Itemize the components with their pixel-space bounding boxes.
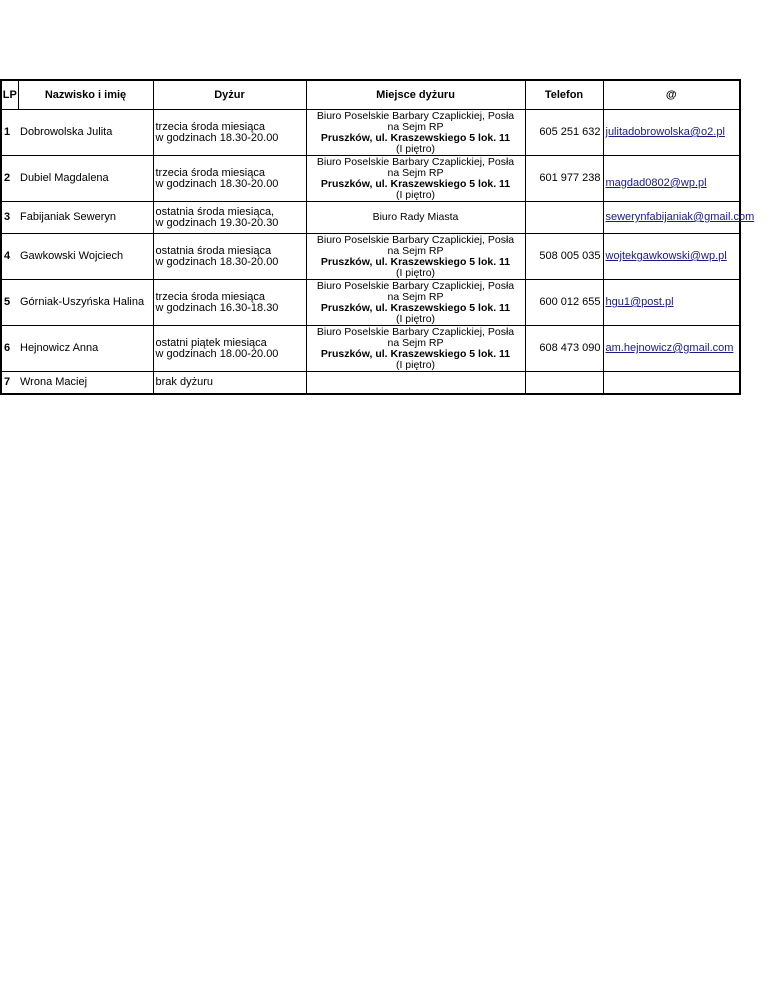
row-name: Wrona Maciej (18, 372, 153, 394)
place-line: na Sejm RP (387, 290, 444, 303)
row-phone: 600 012 655 (525, 280, 603, 326)
row-name: Górniak-Uszyńska Halina (18, 280, 153, 326)
row-duty (153, 202, 306, 234)
row-email (603, 280, 740, 326)
duty-line: trzecia środa miesiąca (155, 290, 265, 303)
place-address: Pruszków, ul. Kraszewskiego 5 lok. 11 (320, 301, 511, 314)
row-duty (153, 280, 306, 326)
row-number: 5 (1, 280, 18, 326)
table-row (1, 234, 740, 280)
header-email: @ (603, 80, 740, 110)
row-phone: 605 251 632 (525, 110, 603, 156)
row-duty (153, 234, 306, 280)
table-row (1, 202, 740, 234)
table-row (1, 280, 740, 326)
row-duty (153, 372, 306, 394)
place-floor: (I piętro) (395, 312, 436, 325)
row-phone: 608 473 090 (525, 326, 603, 372)
duty-line: ostatnia środa miesiąca, (155, 205, 275, 218)
place-floor: (I piętro) (395, 358, 436, 371)
duty-line: w godzinach 18.30-20.00 (155, 131, 279, 144)
table-row (1, 110, 740, 156)
row-phone (525, 202, 603, 234)
row-place (306, 234, 525, 280)
place-line: na Sejm RP (387, 244, 444, 257)
email-link[interactable]: sewerynfabijaniak@gmail.com (605, 211, 755, 223)
header-row (1, 80, 740, 110)
duty-table (0, 79, 755, 395)
row-duty (153, 326, 306, 372)
row-duty (153, 156, 306, 202)
row-place (306, 280, 525, 326)
row-number: 1 (1, 110, 18, 156)
row-email (603, 156, 740, 202)
place-address: Pruszków, ul. Kraszewskiego 5 lok. 11 (320, 255, 511, 268)
place-line: Biuro Poselskie Barbary Czaplickiej, Posła (316, 155, 515, 168)
row-name: Fabijaniak Seweryn (18, 202, 153, 234)
header-place: Miejsce dyżuru (306, 80, 525, 110)
row-number: 3 (1, 202, 18, 234)
table-row (1, 156, 740, 202)
place-floor: (I piętro) (395, 266, 436, 279)
place-address: Pruszków, ul. Kraszewskiego 5 lok. 11 (320, 347, 511, 360)
place-line: Biuro Poselskie Barbary Czaplickiej, Posła (316, 279, 515, 292)
row-number: 6 (1, 326, 18, 372)
row-email (603, 326, 740, 372)
place-address: Pruszków, ul. Kraszewskiego 5 lok. 11 (320, 131, 511, 144)
duty-line: w godzinach 18.30-20.00 (155, 177, 279, 190)
row-email (603, 202, 755, 234)
row-duty (153, 110, 306, 156)
header-duty: Dyżur (153, 80, 306, 110)
header-lp: LP (1, 80, 18, 110)
row-place (306, 372, 525, 394)
place-line: na Sejm RP (387, 120, 444, 133)
row-name: Dubiel Magdalena (18, 156, 153, 202)
row-email (603, 234, 740, 280)
email-link[interactable]: julitadobrowolska@o2.pl (605, 126, 725, 138)
row-number: 7 (1, 372, 18, 394)
row-number: 2 (1, 156, 18, 202)
duty-line: w godzinach 19.30-20.30 (155, 216, 279, 229)
row-email (603, 372, 740, 394)
row-phone: 508 005 035 (525, 234, 603, 280)
duty-line: w godzinach 16.30-18.30 (155, 301, 279, 314)
place-line: Biuro Poselskie Barbary Czaplickiej, Posła (316, 233, 515, 246)
table-row (1, 372, 740, 394)
place-address: Pruszków, ul. Kraszewskiego 5 lok. 11 (320, 177, 511, 190)
place-floor: (I piętro) (395, 142, 436, 155)
row-name: Gawkowski Wojciech (18, 234, 153, 280)
row-place (306, 156, 525, 202)
place-line: Biuro Poselskie Barbary Czaplickiej, Posła (316, 109, 515, 122)
place-line: na Sejm RP (387, 166, 444, 179)
email-link[interactable]: am.hejnowicz@gmail.com (605, 342, 734, 354)
duty-line: trzecia środa miesiąca (155, 166, 265, 179)
row-place: Biuro Rady Miasta (306, 202, 525, 234)
row-email (603, 110, 740, 156)
duty-line: w godzinach 18.00-20.00 (155, 347, 279, 360)
duty-line: trzecia środa miesiąca (155, 120, 265, 133)
row-name: Hejnowicz Anna (18, 326, 153, 372)
row-place (306, 110, 525, 156)
table-row (1, 326, 740, 372)
duty-line: ostatnia środa miesiąca (155, 244, 272, 257)
row-phone: 601 977 238 (525, 156, 603, 202)
row-name: Dobrowolska Julita (18, 110, 153, 156)
row-phone (525, 372, 603, 394)
header-name: Nazwisko i imię (18, 80, 153, 110)
email-link[interactable]: magdad0802@wp.pl (605, 177, 707, 189)
row-place (306, 326, 525, 372)
place-line: na Sejm RP (387, 336, 444, 349)
place-line: Biuro Poselskie Barbary Czaplickiej, Posła (316, 325, 515, 338)
header-phone: Telefon (525, 80, 603, 110)
email-link[interactable]: hgu1@post.pl (605, 296, 674, 308)
place-floor: (I piętro) (395, 188, 436, 201)
duty-line: w godzinach 18.30-20.00 (155, 255, 279, 268)
row-number: 4 (1, 234, 18, 280)
duty-line: brak dyżuru (155, 375, 213, 388)
email-link[interactable]: wojtekgawkowski@wp.pl (605, 250, 727, 262)
duty-line: ostatni piątek miesiąca (155, 336, 267, 349)
